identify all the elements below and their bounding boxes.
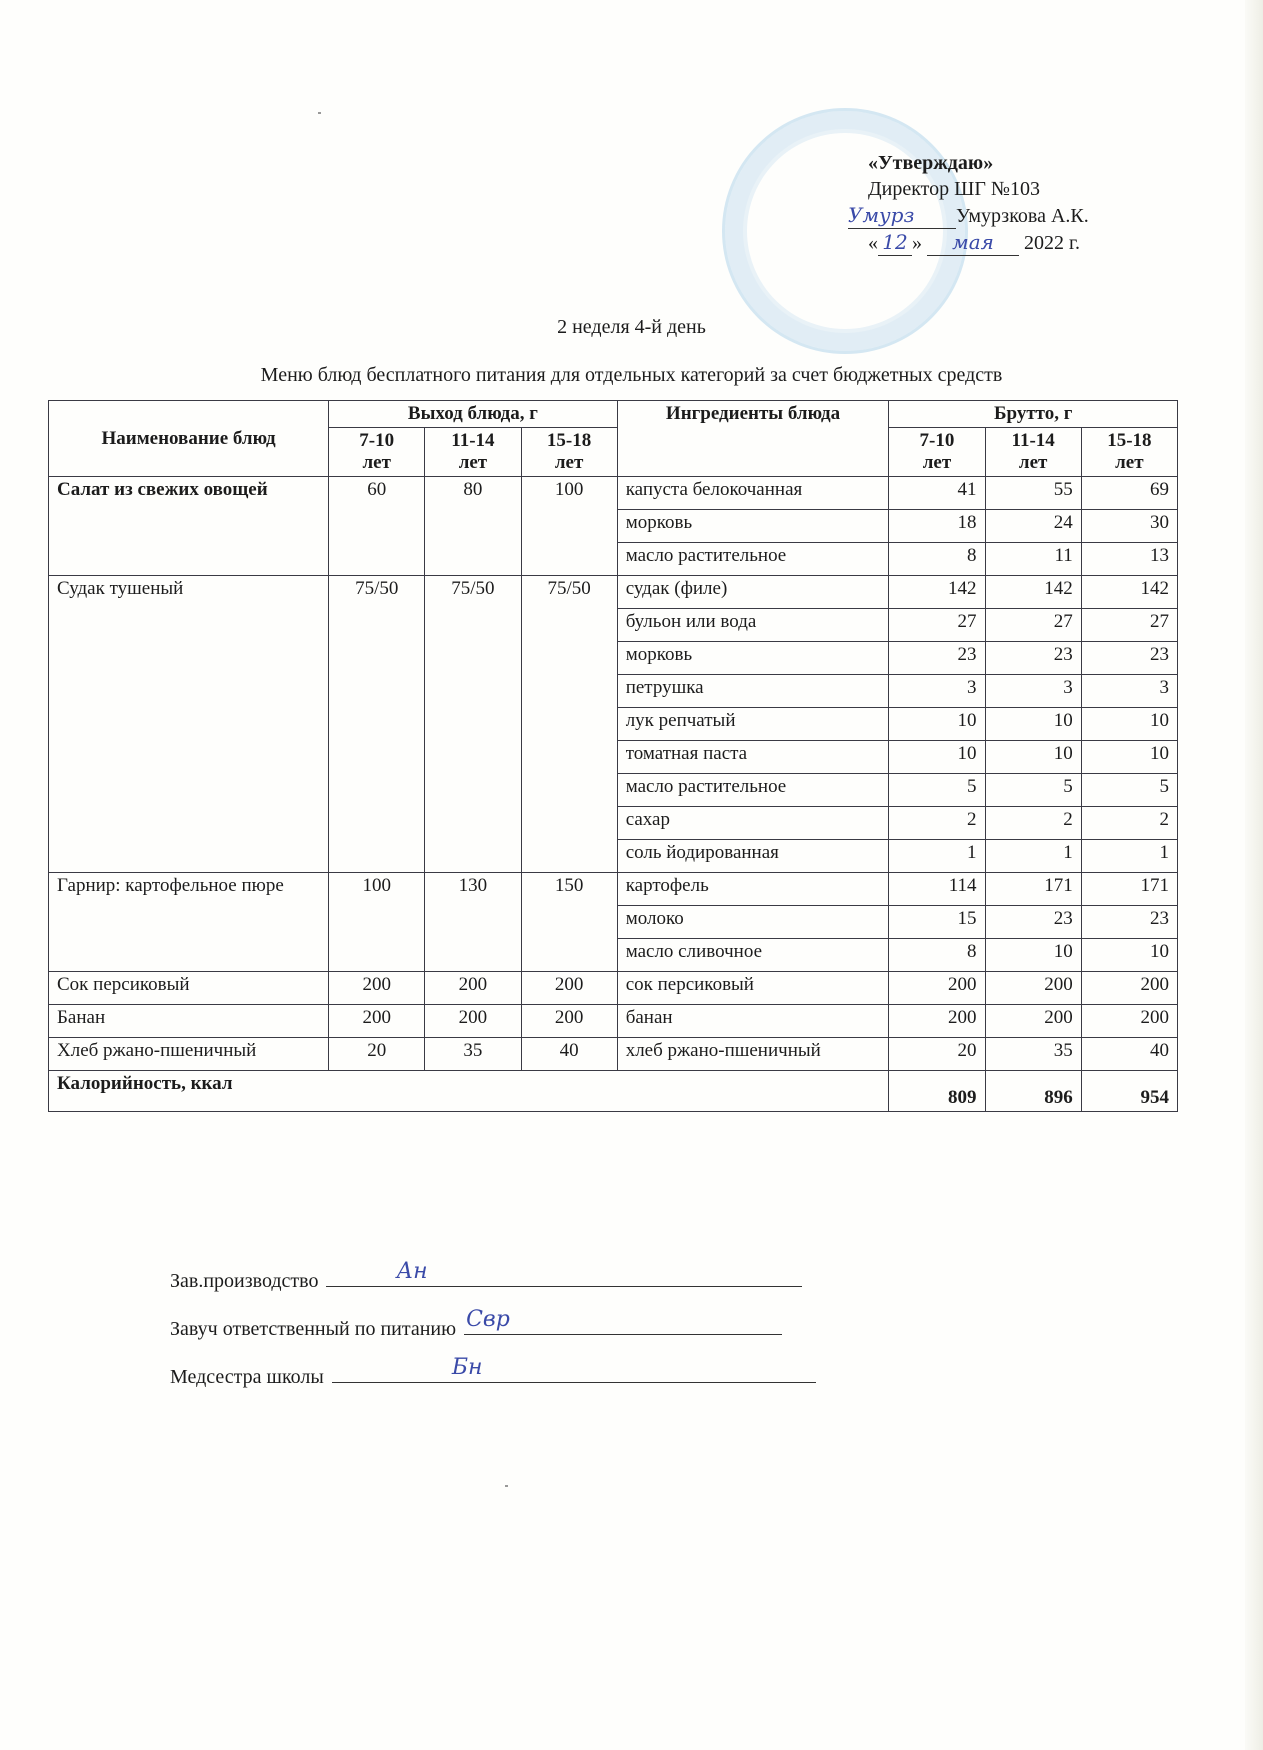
ingredient-gross: 10	[985, 708, 1081, 741]
ingredient-gross: 114	[889, 873, 985, 906]
dish-yield: 40	[521, 1038, 617, 1071]
yield-age-1	[425, 428, 521, 477]
age-range: 15-18	[546, 430, 592, 451]
ingredient-name: капуста белокочанная	[617, 477, 889, 510]
signature-line	[326, 1259, 802, 1287]
ingredient-gross: 200	[985, 1005, 1081, 1038]
age-unit: лет	[1115, 452, 1144, 473]
handwritten-signature: Бн	[451, 1355, 483, 1380]
table-row	[49, 477, 1178, 510]
dish-yield: 60	[329, 477, 425, 576]
week-day-heading: 2 неделя 4-й день	[557, 316, 706, 338]
page-edge-shadow	[1245, 0, 1263, 1750]
handwritten-signature: Свр	[466, 1307, 510, 1332]
menu-table	[48, 400, 1178, 1112]
ingredient-name: петрушка	[617, 675, 889, 708]
dish-yield: 75/50	[329, 576, 425, 873]
ingredient-gross: 40	[1081, 1038, 1177, 1071]
ingredient-gross: 55	[985, 477, 1081, 510]
ingredient-gross: 200	[889, 1005, 985, 1038]
header-dish-name: Наименование блюд	[49, 401, 329, 477]
ingredient-gross: 10	[889, 708, 985, 741]
signature-role: Завуч ответственный по питанию	[170, 1318, 457, 1340]
dish-name: Судак тушеный	[49, 576, 329, 873]
ingredient-name: бульон или вода	[617, 609, 889, 642]
calories-label: Калорийность, ккал	[49, 1071, 889, 1112]
dish-yield: 150	[521, 873, 617, 972]
ingredient-name: соль йодированная	[617, 840, 889, 873]
approval-position: Директор ШГ №103	[868, 178, 1040, 200]
ingredient-name: сок персиковый	[617, 972, 889, 1005]
ingredient-gross: 5	[985, 774, 1081, 807]
ingredient-gross: 18	[889, 510, 985, 543]
ingredient-gross: 15	[889, 906, 985, 939]
ingredient-gross: 2	[889, 807, 985, 840]
ingredient-gross: 8	[889, 939, 985, 972]
age-unit: лет	[922, 452, 952, 473]
ingredient-gross: 35	[985, 1038, 1081, 1071]
table-row	[49, 972, 1178, 1005]
dish-yield: 75/50	[425, 576, 521, 873]
signatures-block	[170, 1259, 816, 1412]
dish-yield: 200	[425, 972, 521, 1005]
ingredient-gross: 142	[889, 576, 985, 609]
gross-age-0	[889, 428, 985, 477]
dish-yield: 200	[521, 972, 617, 1005]
yield-age-0	[329, 428, 425, 477]
ingredient-gross: 10	[1081, 741, 1177, 774]
approval-signature-line	[848, 202, 1089, 229]
date-open-quote: «	[868, 232, 878, 254]
dish-name: Салат из свежих овощей	[49, 477, 329, 576]
ingredient-gross: 3	[1081, 675, 1177, 708]
dish-name: Банан	[49, 1005, 329, 1038]
table-row	[49, 1038, 1178, 1071]
ingredient-gross: 20	[889, 1038, 985, 1071]
dish-yield: 200	[329, 972, 425, 1005]
age-range: 15-18	[1107, 430, 1152, 451]
ingredient-gross: 1	[1081, 840, 1177, 873]
signature-row	[170, 1307, 816, 1364]
ingredient-gross: 200	[1081, 1005, 1177, 1038]
header-ingredients: Ингредиенты блюда	[617, 401, 889, 477]
dish-name: Хлеб ржано-пшеничный	[49, 1038, 329, 1071]
ingredient-gross: 23	[889, 642, 985, 675]
ingredient-name: судак (филе)	[617, 576, 889, 609]
dish-yield: 75/50	[521, 576, 617, 873]
age-range: 11-14	[451, 430, 495, 451]
ingredient-gross: 10	[1081, 708, 1177, 741]
ingredient-gross: 171	[1081, 873, 1177, 906]
ingredient-name: лук репчатый	[617, 708, 889, 741]
approval-date	[868, 229, 1089, 256]
ingredient-gross: 5	[889, 774, 985, 807]
dish-yield: 200	[425, 1005, 521, 1038]
age-unit: лет	[458, 452, 488, 473]
age-unit: лет	[1018, 452, 1048, 473]
calories-row	[49, 1071, 1178, 1112]
ingredient-name: томатная паста	[617, 741, 889, 774]
ingredient-gross: 27	[889, 609, 985, 642]
ingredient-name: хлеб ржано-пшеничный	[617, 1038, 889, 1071]
signature-line	[464, 1307, 782, 1335]
ingredient-name: масло растительное	[617, 774, 889, 807]
ingredient-gross: 23	[985, 906, 1081, 939]
ingredient-gross: 10	[1081, 939, 1177, 972]
calories-value: 954	[1081, 1071, 1177, 1112]
ingredient-gross: 30	[1081, 510, 1177, 543]
ingredient-gross: 8	[889, 543, 985, 576]
ingredient-gross: 142	[985, 576, 1081, 609]
date-year: 2022 г.	[1024, 232, 1080, 254]
ingredient-gross: 11	[985, 543, 1081, 576]
signature-role: Зав.производство	[170, 1270, 319, 1292]
dish-yield: 100	[329, 873, 425, 972]
ingredient-name: масло сливочное	[617, 939, 889, 972]
ingredient-gross: 24	[985, 510, 1081, 543]
calories-value: 896	[985, 1071, 1081, 1112]
age-unit: лет	[362, 452, 391, 473]
ingredient-gross: 41	[889, 477, 985, 510]
ingredient-gross: 69	[1081, 477, 1177, 510]
ingredient-name: сахар	[617, 807, 889, 840]
handwritten-signature: Ан	[396, 1259, 428, 1284]
menu-title: Меню блюд бесплатного питания для отдельных категорий за счет бюджетных средств	[260, 364, 1003, 386]
ingredient-gross: 142	[1081, 576, 1177, 609]
ingredient-gross: 1	[889, 840, 985, 873]
signature-row	[170, 1355, 816, 1412]
header-yield: Выход блюда, г	[329, 401, 618, 428]
date-day: 12	[878, 229, 912, 256]
table-row	[49, 576, 1178, 609]
ingredient-gross: 5	[1081, 774, 1177, 807]
ingredient-gross: 200	[889, 972, 985, 1005]
ingredient-gross: 10	[985, 741, 1081, 774]
ingredient-gross: 23	[1081, 642, 1177, 675]
table-row	[49, 1005, 1178, 1038]
ingredient-name: картофель	[617, 873, 889, 906]
yield-age-2	[521, 428, 617, 477]
ingredient-name: морковь	[617, 510, 889, 543]
date-month: мая	[927, 229, 1019, 256]
dish-yield: 100	[521, 477, 617, 576]
header-gross: Брутто, г	[889, 401, 1178, 428]
ingredient-gross: 1	[985, 840, 1081, 873]
date-close-quote: »	[912, 232, 922, 254]
signature-line	[332, 1355, 816, 1383]
ingredient-gross: 2	[985, 807, 1081, 840]
ingredient-gross: 27	[1081, 609, 1177, 642]
gross-age-2	[1081, 428, 1177, 477]
ingredient-gross: 3	[985, 675, 1081, 708]
ingredient-gross: 171	[985, 873, 1081, 906]
ingredient-gross: 2	[1081, 807, 1177, 840]
dish-name: Сок персиковый	[49, 972, 329, 1005]
scan-speck	[505, 1485, 508, 1487]
scan-speck	[318, 112, 321, 114]
dish-yield: 200	[329, 1005, 425, 1038]
age-unit: лет	[554, 452, 584, 473]
age-range: 7-10	[359, 430, 395, 451]
age-range: 7-10	[919, 430, 955, 451]
ingredient-gross: 23	[985, 642, 1081, 675]
ingredient-gross: 13	[1081, 543, 1177, 576]
ingredient-name: молоко	[617, 906, 889, 939]
ingredient-gross: 3	[889, 675, 985, 708]
dish-yield: 200	[521, 1005, 617, 1038]
ingredient-name: банан	[617, 1005, 889, 1038]
approval-title: «Утверждаю»	[868, 152, 994, 174]
dish-name: Гарнир: картофельное пюре	[49, 873, 329, 972]
ingredient-gross: 10	[985, 939, 1081, 972]
director-signature: Умурз	[848, 202, 956, 229]
ingredient-gross: 10	[889, 741, 985, 774]
dish-yield: 35	[425, 1038, 521, 1071]
ingredient-gross: 23	[1081, 906, 1177, 939]
ingredient-name: морковь	[617, 642, 889, 675]
dish-yield: 130	[425, 873, 521, 972]
ingredient-gross: 200	[985, 972, 1081, 1005]
age-range: 11-14	[1011, 430, 1055, 451]
table-row	[49, 873, 1178, 906]
calories-value: 809	[889, 1071, 985, 1112]
ingredient-gross: 27	[985, 609, 1081, 642]
gross-age-1	[985, 428, 1081, 477]
dish-yield: 20	[329, 1038, 425, 1071]
approval-block	[848, 150, 1089, 256]
ingredient-gross: 200	[1081, 972, 1177, 1005]
dish-yield: 80	[425, 477, 521, 576]
signature-role: Медсестра школы	[170, 1366, 324, 1388]
director-name: Умурзкова А.К.	[956, 205, 1089, 227]
ingredient-name: масло растительное	[617, 543, 889, 576]
